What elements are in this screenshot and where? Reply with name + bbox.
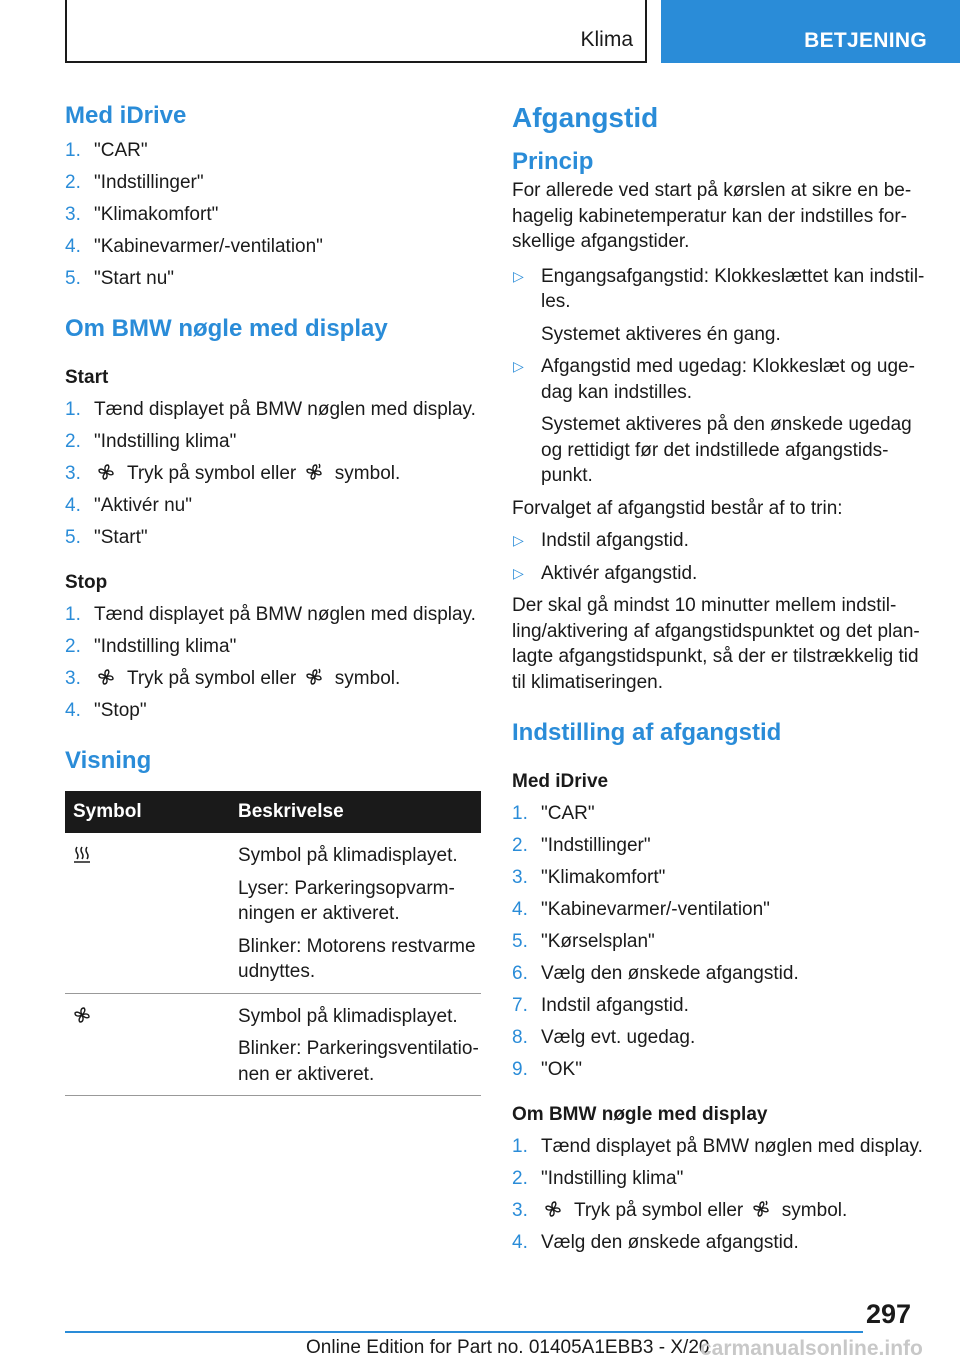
list-item: 4. "Stop" [65, 700, 147, 721]
list-item: ▷ Aktivér afgangstid. [513, 562, 698, 584]
minimum-note: Der skal gå mindst 10 minutter mellem indstil-ling/aktivering af afgangstidspunktet og det plan-lagte afgangstidspunkt, så der er tilstrækkelig tid til klimatiseringen. [512, 595, 920, 693]
heading-indstilling: Indstilling af afgangstid [512, 719, 782, 746]
heater-fan-icon [751, 1199, 771, 1219]
symbol-table [65, 791, 481, 1096]
idrive-steps [65, 138, 481, 291]
fan-icon [543, 1199, 563, 1219]
heading-visning: Visning [65, 747, 152, 774]
list-item: 2. "Indstilling klima" [512, 1168, 684, 1189]
list-item: 4. "Kabinevarmer/-ventilation" [512, 899, 770, 920]
right-column [512, 100, 930, 1262]
header-section-tab [661, 0, 960, 63]
list-item: 1. Tænd displayet på BMW nøglen med display. [65, 399, 476, 420]
list-item: 3. "Klimakomfort" [512, 867, 666, 888]
forvalg-steps [512, 528, 930, 586]
table-row: Symbol på klimadisplayet. Lyser: Parkeringsopvarm-ningen er aktiveret. Blinker: Motorens restvarme udnyttes. [65, 833, 481, 993]
heater-fan-icon [304, 667, 324, 687]
list-item: 1. "CAR" [65, 140, 148, 161]
indstilling-key-steps [512, 1134, 930, 1255]
heater-fan-icon [304, 462, 324, 482]
list-item: 1. "CAR" [512, 803, 595, 824]
heading-med-idrive: Med iDrive [65, 102, 187, 129]
list-item: 2. "Indstillinger" [512, 835, 651, 856]
list-item: 7. Indstil afgangstid. [512, 995, 689, 1016]
list-item: 4. "Aktivér nu" [65, 495, 192, 516]
list-item: 5. "Start" [65, 527, 148, 548]
table-header-beskrivelse: Beskrivelse [238, 791, 481, 833]
left-column [65, 100, 481, 1096]
table-header-row [65, 791, 481, 833]
list-item: ▷ Engangsafgangstid: Klokkeslættet kan indstil-les. Systemet aktiveres én gang. [513, 265, 925, 345]
list-item: 3. Tryk på symbol eller symbol. [65, 463, 401, 484]
list-item: 3. Tryk på symbol eller symbol. [512, 1200, 848, 1221]
list-item: 3. Tryk på symbol eller symbol. [65, 668, 401, 689]
fan-icon [96, 667, 116, 687]
footer-edition: Online Edition for Part no. 01405A1EBB3 - X/20 [306, 1337, 710, 1358]
list-item: 3. "Klimakomfort" [65, 204, 219, 225]
subheading-start: Start [65, 367, 109, 388]
list-item: 2. "Indstilling klima" [65, 636, 237, 657]
forvalg-text: Forvalget af afgangstid består af to trin: [512, 497, 843, 519]
list-item: 4. Vælg den ønskede afgangstid. [512, 1232, 799, 1253]
table-header-symbol: Symbol [65, 791, 238, 833]
page-number: 297 [866, 1299, 912, 1329]
list-item: ▷ Indstil afgangstid. [513, 530, 689, 551]
list-item: 6. Vælg den ønskede afgangstid. [512, 963, 799, 984]
list-item: 4. "Kabinevarmer/-ventilation" [65, 236, 323, 257]
section-title: BETJENING [804, 29, 927, 52]
footer-rule [65, 1331, 863, 1333]
header-chapter-box [65, 0, 647, 63]
heading-princip: Princip [512, 148, 594, 175]
start-steps [65, 397, 481, 550]
list-item: 2. "Indstillinger" [65, 172, 204, 193]
princip-intro: For allerede ved start på kørslen at sikre en be-hagelig kabinetemperatur kan der indstilles for-skellige afgangstider. [512, 180, 912, 252]
list-item: ▷ Afgangstid med ugedag: Klokkeslæt og uge-dag kan indstilles. Systemet aktiveres på den ønskede ugedag og rettidigt før det indstillede afgangstids-punkt. [513, 356, 915, 486]
fan-icon [96, 462, 116, 482]
list-item: 5. "Start nu" [65, 268, 175, 289]
fan-icon [72, 1005, 92, 1025]
subheading-med-idrive: Med iDrive [512, 771, 609, 792]
stop-steps [65, 602, 481, 723]
afgangstid-types [512, 264, 930, 489]
watermark: carmanualsonline.info [700, 1337, 923, 1360]
heading-afgangstid: Afgangstid [512, 102, 659, 133]
list-item: 9. "OK" [512, 1059, 582, 1080]
heater-icon [72, 844, 92, 864]
list-item: 8. Vælg evt. ugedag. [512, 1027, 696, 1048]
chapter-title: Klima [580, 28, 633, 51]
table-row: Symbol på klimadisplayet. Blinker: Parkeringsventilatio-nen er aktiveret. [65, 993, 481, 1096]
list-item: 2. "Indstilling klima" [65, 431, 237, 452]
list-item: 5. "Kørselsplan" [512, 931, 655, 952]
list-item: 1. Tænd displayet på BMW nøglen med display. [65, 604, 476, 625]
heading-om-bmw: Om BMW nøgle med display [65, 315, 388, 342]
subheading-om-bmw: Om BMW nøgle med display [512, 1104, 768, 1125]
indstilling-idrive-steps [512, 801, 930, 1082]
subheading-stop: Stop [65, 572, 108, 593]
list-item: 1. Tænd displayet på BMW nøglen med display. [512, 1136, 923, 1157]
